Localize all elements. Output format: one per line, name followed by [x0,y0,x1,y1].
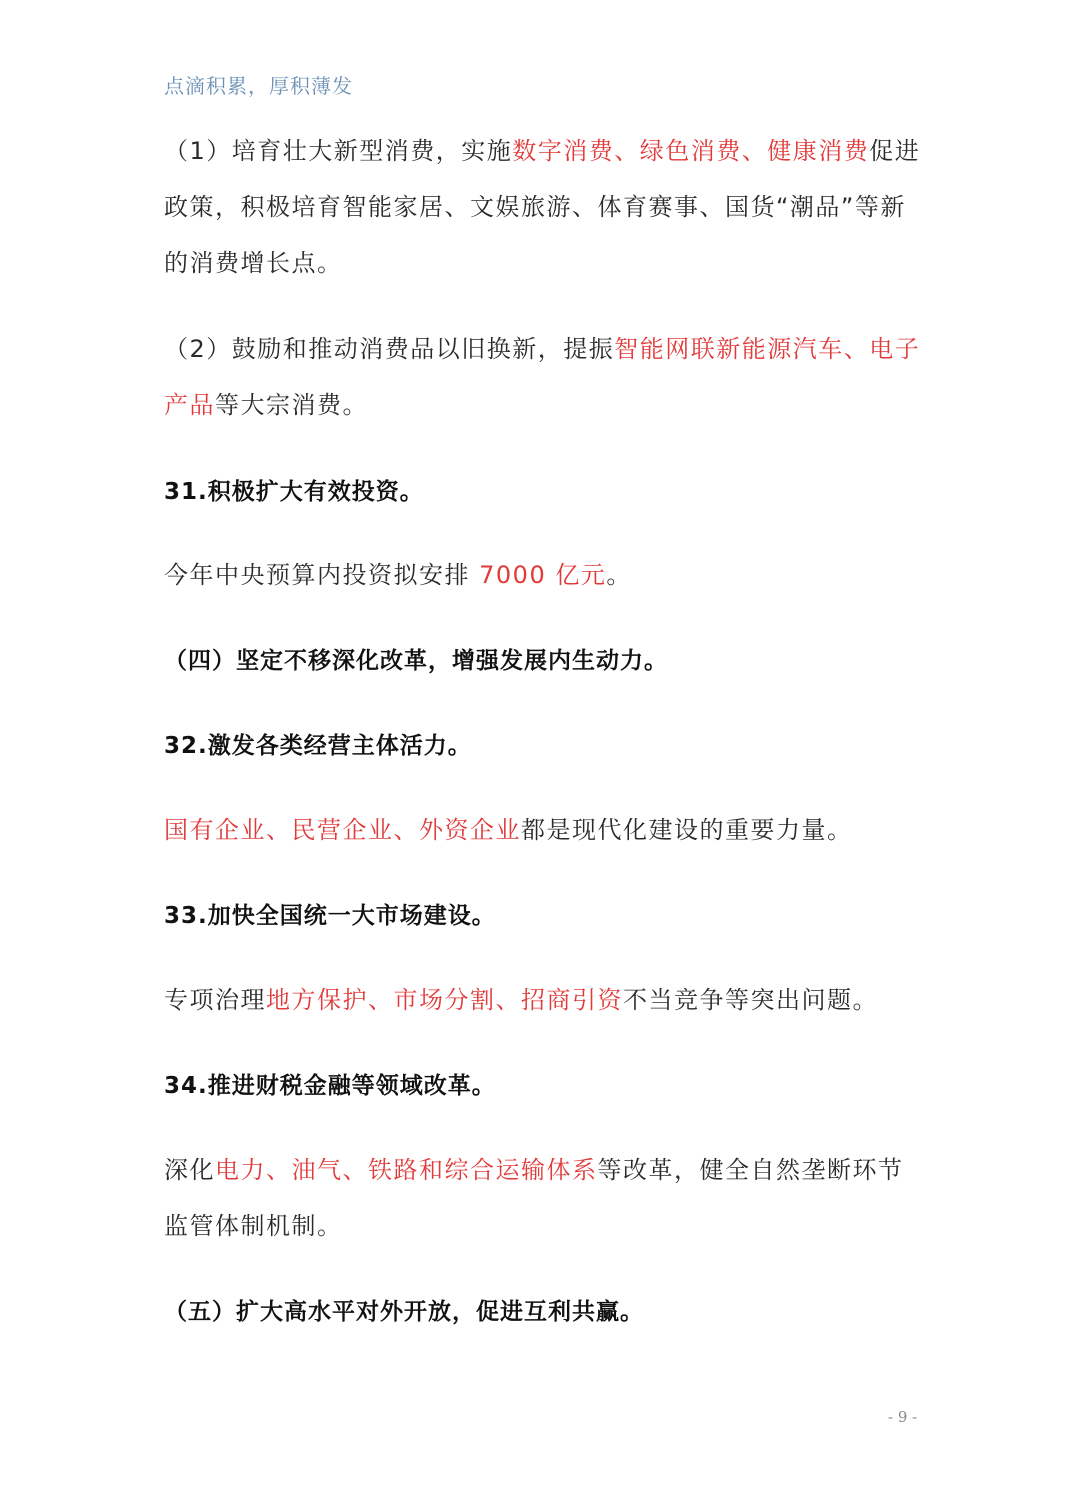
highlight-text: 国有企业、民营企业、外资企业 [164,816,521,844]
paragraph-enterprises [164,802,924,858]
paragraph-text: （2）鼓励和推动消费品以旧换新，提振 [164,335,615,363]
paragraph-text: （1）培育壮大新型消费，实施 [164,137,513,165]
heading-section-5: （五）扩大高水平对外开放，促进互利共赢。 [164,1299,644,1325]
paragraph-text: 今年中央预算内投资拟安排 [164,561,480,589]
paragraph-market [164,972,924,1028]
running-header: 点滴积累，厚积薄发 [164,74,353,98]
paragraph-reform [164,1142,924,1254]
paragraph-new-consumption [164,123,924,291]
heading-31: 31.积极扩大有效投资。 [164,479,424,505]
paragraph-investment [164,547,924,603]
paragraph-text: 专项治理 [164,986,266,1014]
paragraph-text: 都是现代化建设的重要力量。 [521,816,853,844]
highlight-text: 7000 亿元 [479,561,607,589]
paragraph-text: 。 [606,561,632,589]
highlight-text: 电力、油气、铁路和综合运输体系 [215,1156,598,1184]
paragraph-text: 不当竞争等突出问题。 [623,986,878,1014]
paragraph-text: 促进政策，积极培育智能家居、文娱旅游、体育赛事、国货“潮品”等新的消费增长点。 [164,137,921,277]
heading-33: 33.加快全国统一大市场建设。 [164,903,496,929]
highlight-text: 地方保护、市场分割、招商引资 [266,986,623,1014]
heading-34: 34.推进财税金融等领域改革。 [164,1073,496,1099]
highlight-text: 智能网联新能源汽车、电子产品 [164,335,921,419]
paragraph-text: 等大宗消费。 [215,391,368,419]
paragraph-text: 深化 [164,1156,215,1184]
heading-32: 32.激发各类经营主体活力。 [164,733,472,759]
highlight-text: 数字消费、绿色消费、健康消费 [512,137,870,165]
heading-section-4: （四）坚定不移深化改革，增强发展内生动力。 [164,648,668,674]
page-number: - 9 - [888,1408,918,1426]
paragraph-trade-in [164,321,924,433]
paragraph-text: 等改革，健全自然垄断环节监管体制机制。 [164,1156,904,1240]
